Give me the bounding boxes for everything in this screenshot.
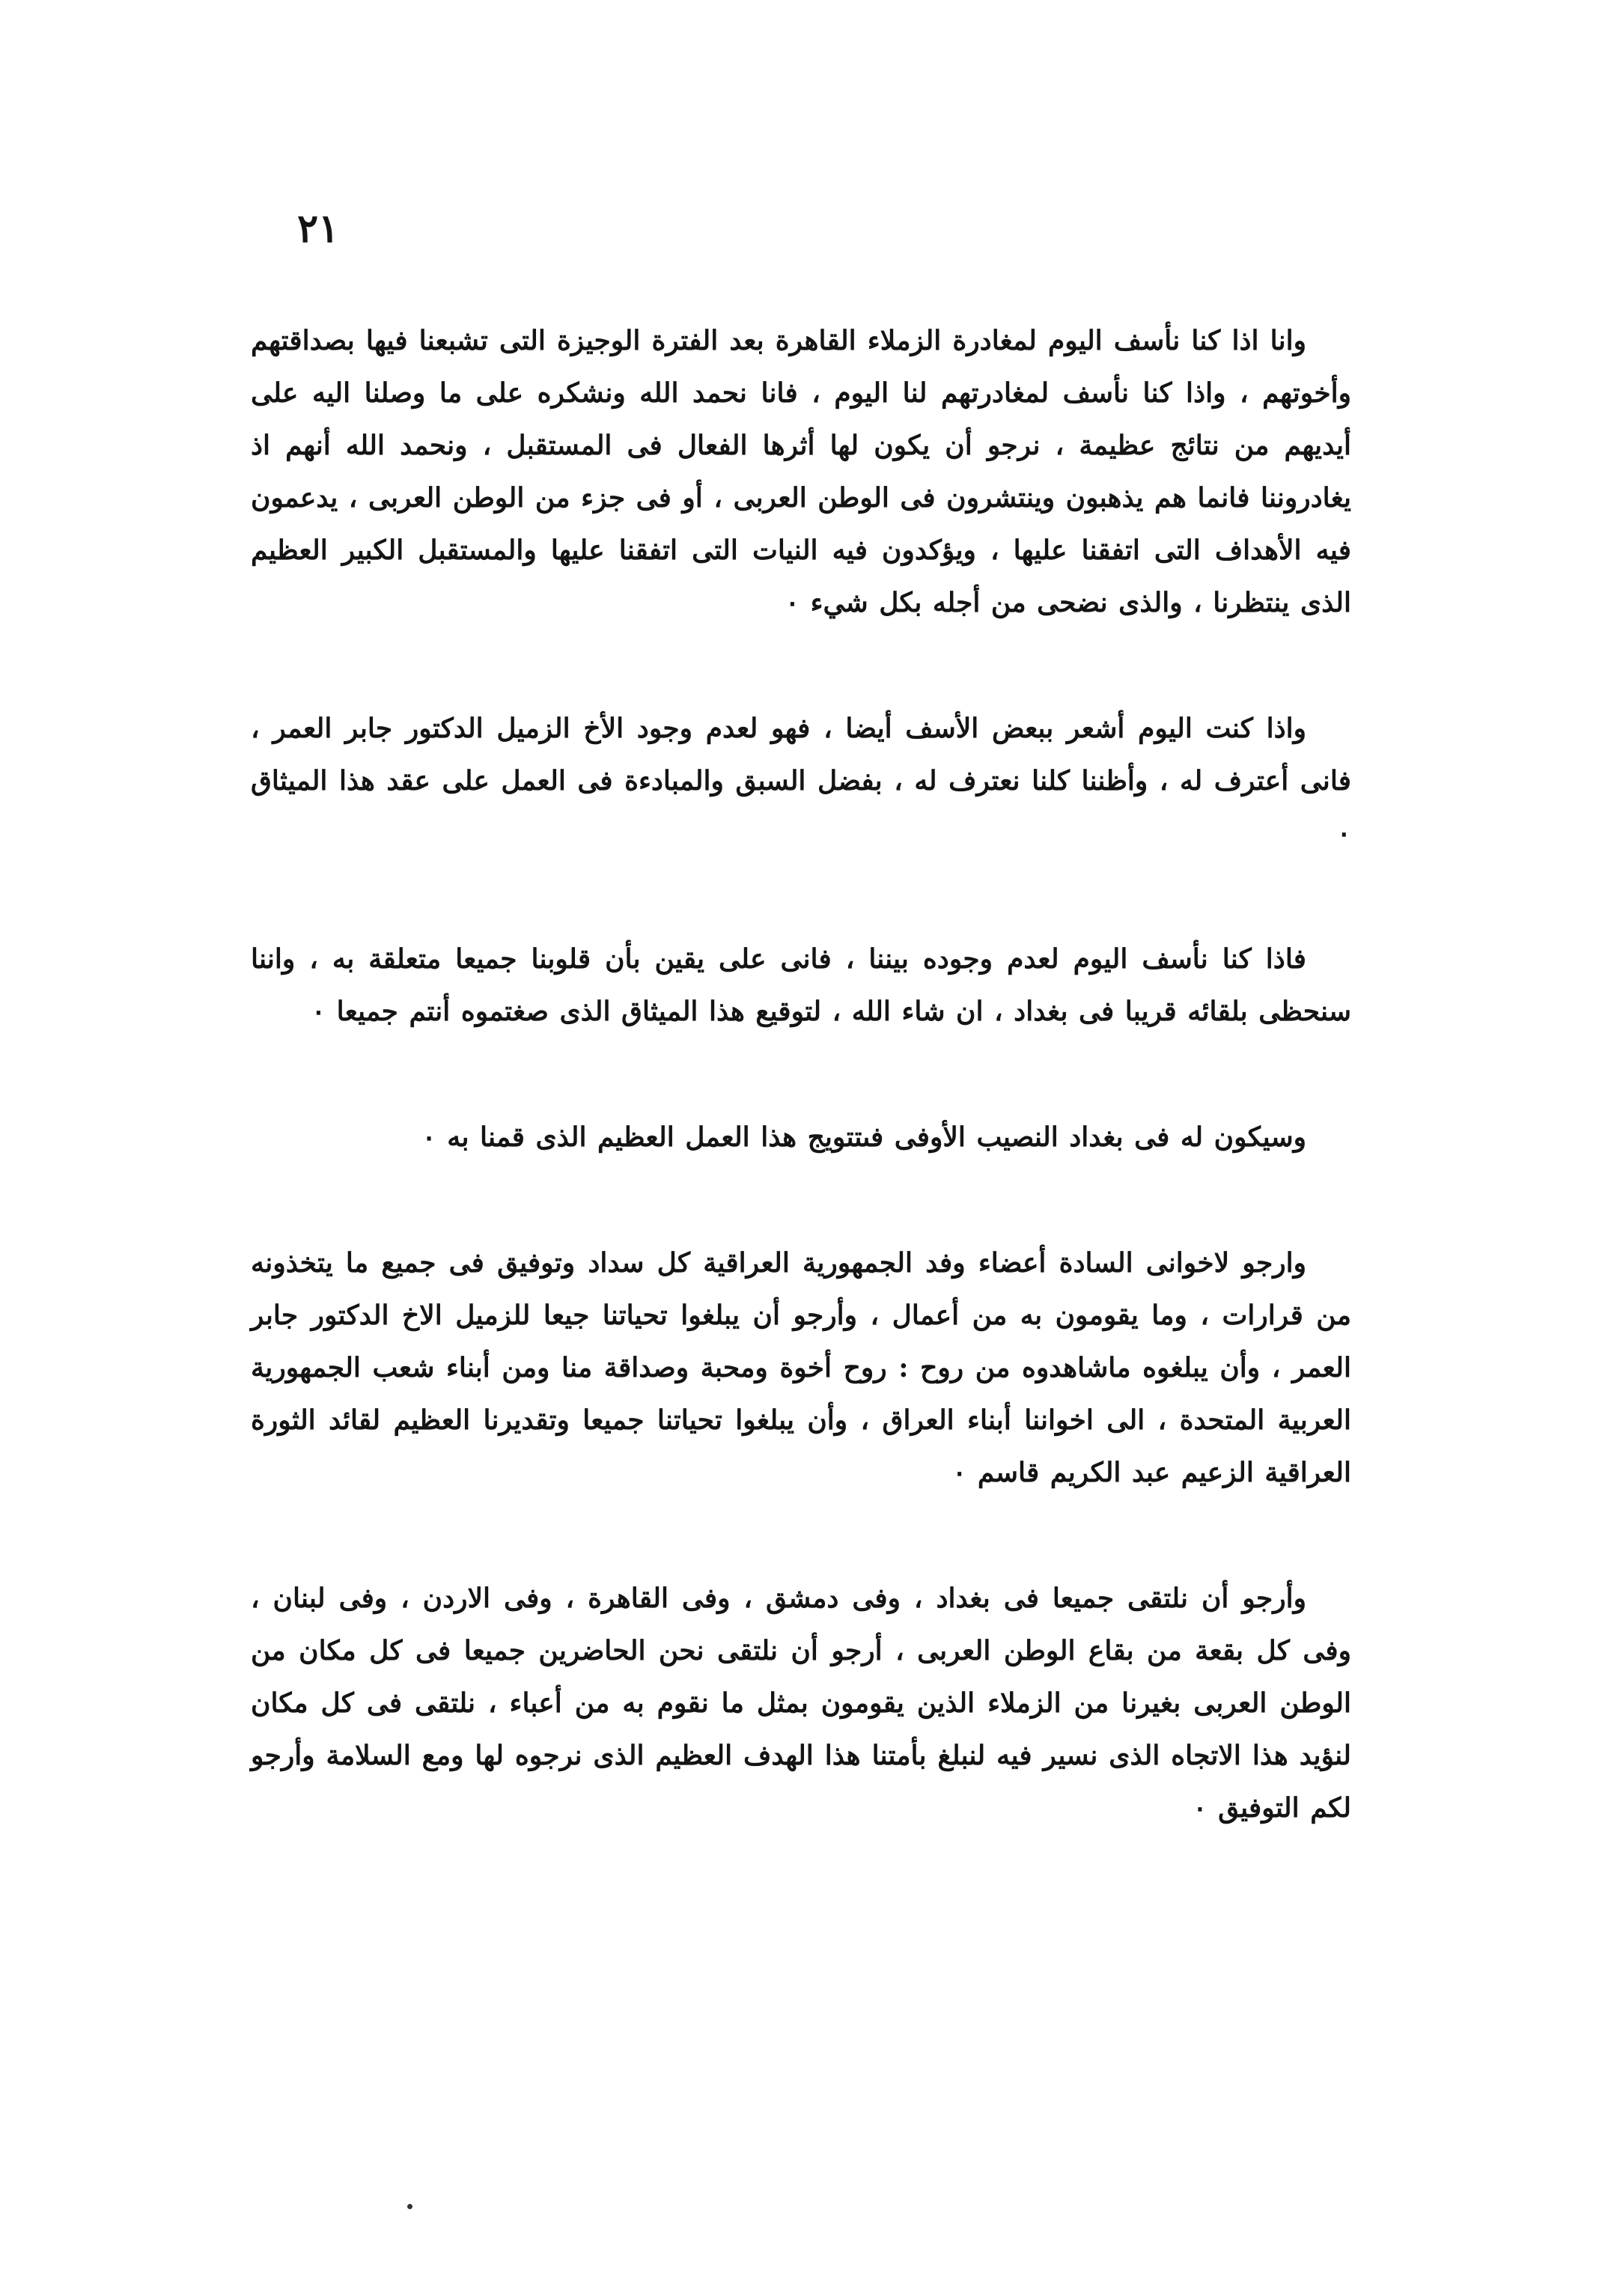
ink-dot (407, 2204, 412, 2209)
paragraph-3: فاذا كنا نأسف اليوم لعدم وجوده بيننا ، فانى على يقين بأن قلوبنا جميعا متعلقة به ، واننا سنحظى بلقائه قريبا فى بغداد ، ان شاء الله ، لتوقيع هذا الميثاق الذى صغتموه أنتم جميعا ٠ (251, 943, 1351, 1027)
paragraph-1: وانا اذا كنا نأسف اليوم لمغادرة الزملاء القاهرة بعد الفترة الوجيزة التى تشبعنا فيها بصداقتهم وأخوتهم ، واذا كنا نأسف لمغادرتهم لنا اليوم ، فانا نحمد الله ونشكره على ما وصلنا اليه على أيديهم من نتائج عظيمة ، نرجو أن يكون لها أثرها الفعال فى المستقبل ، ونحمد الله أنهم اذ يغادروننا فانما هم يذهبون وينتشرون فى الوطن العربى ، أو فى جزء من الوطن العربى ، يدعمون فيه الأهداف التى اتفقنا عليها ، ويؤكدون فيه النيات التى اتفقنا عليها والمستقبل الكبير العظيم الذى ينتظرنا ، والذى نضحى من أجله بكل شيء ٠ (251, 325, 1351, 618)
paragraph-4: وسيكون له فى بغداد النصيب الأوفى فىتتويج هذا العمل العظيم الذى قمنا به ٠ (421, 1121, 1306, 1153)
paragraph-2: واذا كنت اليوم أشعر ببعض الأسف أيضا ، فهو لعدم وجود الأخ الزميل الدكتور جابر العمر ، فانى أعترف له ، وأظننا كلنا نعترف له ، بفضل السبق والمبادءة فى العمل على عقد هذا الميثاق ٠ (251, 713, 1351, 849)
page-number: ٢١ (297, 206, 339, 252)
body-text (251, 314, 1351, 1907)
paragraph-5: وارجو لاخوانى السادة أعضاء وفد الجمهورية العراقية كل سداد وتوفيق فى جميع ما يتخذونه من قرارات ، وما يقومون به من أعمال ، وأرجو أن يبلغوا تحياتنا جيعا للزميل الاخ الدكتور جابر العمر ، وأن يبلغوه ماشاهدوه من روح : روح أخوة ومحبة وصداقة منا ومن أبناء شعب الجمهورية العربية المتحدة ، الى اخواننا أبناء العراق ، وأن يبلغوا تحياتنا جميعا وتقديرنا العظيم لقائد الثورة العراقية الزعيم عبد الكريم قاسم ٠ (251, 1247, 1351, 1488)
paragraph-6: وأرجو أن نلتقى جميعا فى بغداد ، وفى دمشق ، وفى القاهرة ، وفى الاردن ، وفى لبنان ، وفى كل بقعة من بقاع الوطن العربى ، أرجو أن نلتقى نحن الحاضرين جميعا فى كل مكان من الوطن العربى بغيرنا من الزملاء الذين يقومون بمثل ما نقوم به من أعباء ، نلتقى فى كل مكان لنؤيد هذا الاتجاه الذى نسير فيه لنبلغ بأمتنا هذا الهدف العظيم الذى نرجوه لها ومع السلامة وأرجو لكم التوفيق ٠ (251, 1583, 1351, 1824)
